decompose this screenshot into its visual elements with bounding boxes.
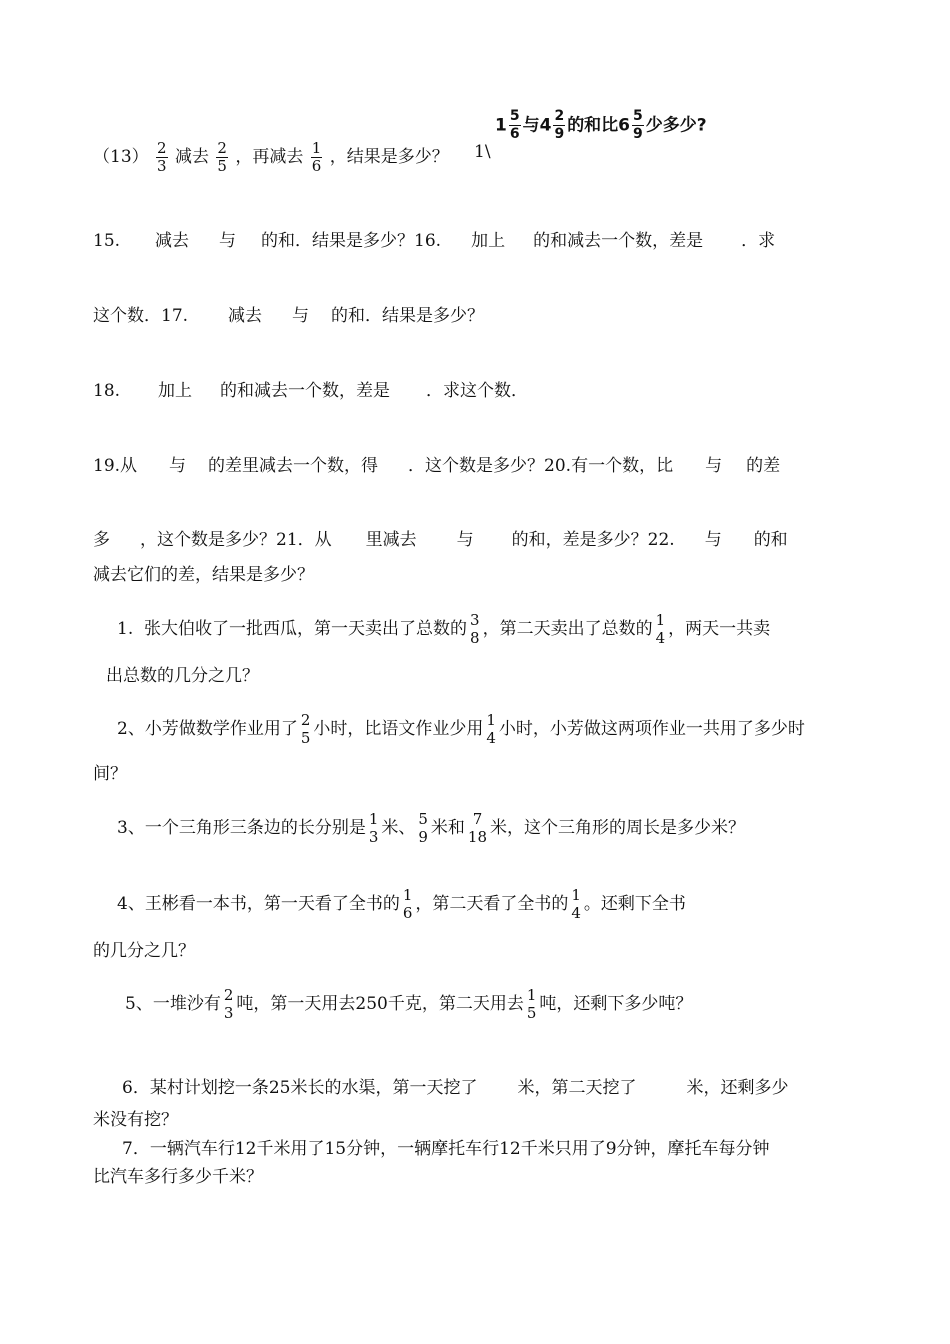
text: 里减去 xyxy=(365,530,417,550)
text: 19.从 xyxy=(93,456,138,476)
text: 的和．结果是多少？16. xyxy=(261,231,442,251)
fraction: $\frac{1}{6}$ xyxy=(311,139,322,175)
text: ，这个数是多少？21．从 xyxy=(140,530,332,550)
text: 吨，第一天用去250千克，第二天用去 xyxy=(236,994,524,1014)
word-problem-6 xyxy=(122,1076,788,1100)
text: 与 xyxy=(704,530,722,550)
problem-18 xyxy=(93,379,528,403)
text: 加上 xyxy=(158,381,193,401)
text: 1. 张大伯收了一批西瓜，第一天卖出了总数的 xyxy=(117,619,468,639)
text: 小时，小芳做这两项作业一共用了多少时 xyxy=(498,719,805,739)
text: ．这个数是多少？20.有一个数，比 xyxy=(408,456,674,476)
problem-number: （13） xyxy=(93,147,149,167)
text: 这个数．17. xyxy=(93,306,189,326)
text: ，再减去 xyxy=(235,147,304,167)
fraction: 2 3 xyxy=(223,986,234,1022)
text: 加上 xyxy=(471,231,506,251)
text: 米、 xyxy=(381,818,416,838)
fraction: 1 4 xyxy=(486,711,496,747)
word-problem-1-cont: 出总数的几分之几？ xyxy=(106,666,259,686)
text: 米，第二天挖了 xyxy=(517,1078,637,1098)
text: 减去 xyxy=(175,147,209,167)
text: 的和 xyxy=(753,530,788,550)
text: 与 xyxy=(705,456,723,476)
fraction: $\frac{2}{9}$ xyxy=(554,108,565,142)
fraction: 1 6 xyxy=(402,886,413,922)
text: 6．某村计划挖一条25米长的水渠，第一天挖了 xyxy=(122,1078,478,1098)
word-problem-7: 7．一辆汽车行12千米用了15分钟，一辆摩托车行12千米只用了9分钟，摩托车每分钟 xyxy=(122,1139,770,1159)
word-problem-4-cont: 的几分之几？ xyxy=(93,941,195,961)
fraction: 1 3 xyxy=(368,810,379,846)
problem-17 xyxy=(93,304,484,328)
text: ，两天一共卖 xyxy=(668,619,771,639)
text: 米，还剩多少 xyxy=(686,1078,789,1098)
word-problem-3 xyxy=(117,811,745,846)
text: 的差 xyxy=(746,456,781,476)
text: 与 xyxy=(219,231,237,251)
text: 18. xyxy=(93,381,121,401)
text: 小时，比语文作业少用 xyxy=(313,719,484,739)
text: 的和减去一个数，差是 xyxy=(220,381,391,401)
text: 的差里减去一个数，得 xyxy=(208,456,379,476)
fraction: 1 5 xyxy=(526,986,537,1022)
problem-19-20 xyxy=(93,454,780,478)
fraction: $\frac{5}{9}$ xyxy=(633,108,643,142)
word-problem-1 xyxy=(117,612,770,647)
word-problem-2 xyxy=(117,712,805,747)
inline-question-image: 1 $\frac{5}{6}$ 与4 $\frac{2}{9}$ 的和比6 $\frac{5}{9}$ 少多少? xyxy=(495,108,707,142)
text: 4、王彬看一本书，第一天看了全书的 xyxy=(117,894,400,914)
fraction: 1 4 xyxy=(655,611,666,647)
problem-13 xyxy=(93,140,449,175)
fraction: 1 4 xyxy=(571,886,581,922)
problem-14-number: 1\ xyxy=(474,142,491,162)
text: 5、一堆沙有 xyxy=(125,994,221,1014)
text: 2、小芳做数学作业用了 xyxy=(117,719,298,739)
text: ，第二天卖出了总数的 xyxy=(482,619,653,639)
fraction: 7 18 xyxy=(467,810,488,846)
text: 3、一个三角形三条边的长分别是 xyxy=(117,818,366,838)
text: 减去 xyxy=(155,231,190,251)
fraction: $\frac{2}{5}$ xyxy=(217,139,227,175)
text: 多 xyxy=(93,530,110,550)
fraction: 3 8 xyxy=(470,611,480,647)
text: 与 xyxy=(456,530,474,550)
fraction: 5 9 xyxy=(418,810,428,846)
text: ，结果是多少？ xyxy=(329,147,449,167)
text: 的和．结果是多少？ xyxy=(331,306,485,326)
text: 减去 xyxy=(228,306,263,326)
text: 与 xyxy=(169,456,187,476)
text: 。还剩下全书 xyxy=(583,894,686,914)
fraction: 2 5 xyxy=(300,711,311,747)
text: 与 xyxy=(292,306,310,326)
word-problem-2-cont: 间？ xyxy=(93,764,127,784)
text: ．求 xyxy=(741,231,776,251)
text: 米和 xyxy=(430,818,465,838)
problem-22-cont: 减去它们的差，结果是多少？ xyxy=(93,565,314,585)
text: 15. xyxy=(93,231,121,251)
problem-15-16 xyxy=(93,229,775,253)
text: ．求这个数． xyxy=(426,381,529,401)
text: 的和，差是多少？22. xyxy=(511,530,675,550)
text: 米，这个三角形的周长是多少米？ xyxy=(490,818,746,838)
word-problem-7-cont: 比汽车多行多少千米？ xyxy=(93,1167,263,1187)
text: ，第二天看了全书的 xyxy=(415,894,569,914)
fraction: $\frac{5}{6}$ xyxy=(509,108,520,142)
problem-20-21-22 xyxy=(93,528,788,552)
fraction: $\frac{2}{3}$ xyxy=(157,139,167,175)
text: 的和减去一个数，差是 xyxy=(533,231,704,251)
word-problem-4 xyxy=(117,887,686,922)
word-problem-5 xyxy=(125,987,692,1022)
text: 吨，还剩下多少吨？ xyxy=(539,994,693,1014)
word-problem-6-cont: 米没有挖？ xyxy=(93,1110,178,1130)
